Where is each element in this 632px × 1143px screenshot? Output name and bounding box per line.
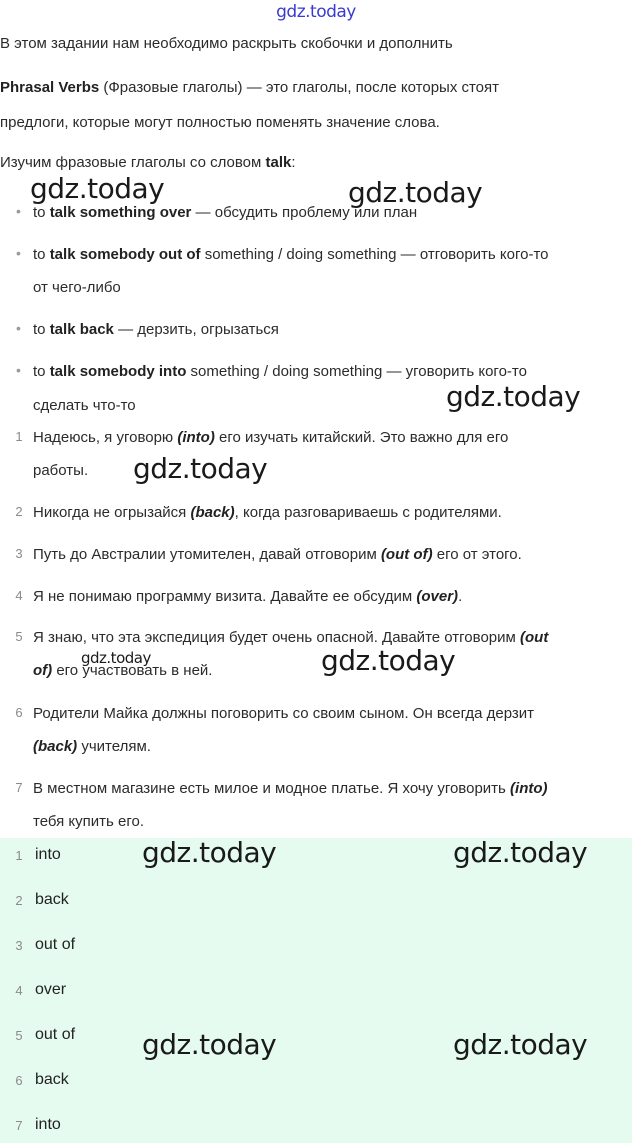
watermark: gdz.today bbox=[81, 649, 151, 667]
sentence-part: его участвовать в ней. bbox=[52, 662, 213, 679]
answer-text: into bbox=[35, 846, 61, 863]
answer-text: back bbox=[35, 891, 69, 908]
bullet-verb: talk back bbox=[49, 321, 114, 338]
sentence-part: Надеюсь, я уговорю bbox=[33, 429, 178, 446]
sentence-number: 2 bbox=[15, 504, 23, 519]
bullet-dot-icon: • bbox=[16, 203, 21, 219]
study-pre: Изучим фразовые глаголы со словом bbox=[0, 154, 266, 171]
sentence-hint: (back) bbox=[33, 738, 78, 755]
answer-number: 5 bbox=[15, 1028, 23, 1043]
sentence-number: 6 bbox=[15, 705, 23, 720]
sentence-number: 7 bbox=[15, 780, 23, 795]
watermark: gdz.today bbox=[446, 380, 581, 413]
sentence-number: 4 bbox=[15, 588, 23, 603]
site-header-watermark: gdz.today bbox=[276, 2, 356, 22]
bullet-item bbox=[0, 245, 632, 301]
bullet-item bbox=[0, 320, 632, 342]
sentence-part: Никогда не огрызайся bbox=[33, 504, 191, 521]
bullet-text-cont: сделать что-то bbox=[33, 397, 136, 414]
sentence-hint: (into) bbox=[177, 429, 215, 446]
bullet-meaning: something / doing something — отговорить кого-то bbox=[200, 246, 549, 263]
intro-text: В этом задании нам необходимо раскрыть скобочки и дополнить bbox=[0, 35, 453, 52]
bullet-meaning: — дерзить, огрызаться bbox=[113, 321, 279, 338]
study-post: : bbox=[291, 154, 296, 171]
sentence-text bbox=[33, 545, 522, 565]
answer-number: 2 bbox=[15, 893, 23, 908]
bullet-meaning: — обсудить проблему или план bbox=[191, 204, 418, 221]
sentence-text bbox=[33, 779, 548, 799]
sentence-part: учителям. bbox=[77, 738, 151, 755]
sentence-part: Путь до Австралии утомителен, давай отговорим bbox=[33, 546, 381, 563]
watermark: gdz.today bbox=[30, 172, 165, 205]
sentence-text-cont: тебя купить его. bbox=[33, 813, 145, 830]
answer-row bbox=[0, 936, 632, 960]
answer-number: 3 bbox=[15, 938, 23, 953]
phrasal-definition-line2: предлоги, которые могут полностью поменять значение слова. bbox=[0, 114, 440, 131]
bullet-meaning: something / doing something — уговорить кого-то bbox=[186, 363, 527, 380]
answer-number: 6 bbox=[15, 1073, 23, 1088]
sentence-part: его от этого. bbox=[432, 546, 522, 563]
bullet-prefix: to bbox=[33, 204, 50, 221]
sentence-item bbox=[0, 428, 632, 484]
watermark: gdz.today bbox=[321, 644, 456, 677]
answer-number: 1 bbox=[15, 848, 23, 863]
watermark: gdz.today bbox=[133, 452, 268, 485]
answer-row bbox=[0, 981, 632, 1005]
sentence-text-cont: работы. bbox=[33, 462, 89, 479]
watermark: gdz.today bbox=[142, 836, 277, 869]
sentence-text-cont bbox=[33, 737, 151, 757]
answer-text: into bbox=[35, 1116, 61, 1133]
answer-row bbox=[0, 1071, 632, 1095]
watermark: gdz.today bbox=[453, 1028, 588, 1061]
sentence-part: . bbox=[458, 588, 463, 605]
study-heading bbox=[0, 153, 296, 173]
answer-text: back bbox=[35, 1071, 69, 1088]
bullet-prefix: to bbox=[33, 321, 50, 338]
bullet-text bbox=[33, 320, 279, 340]
sentence-part: Я не понимаю программу визита. Давайте ее обсудим bbox=[33, 588, 417, 605]
watermark: gdz.today bbox=[142, 1028, 277, 1061]
phrasal-definition-line1 bbox=[0, 78, 499, 98]
sentence-number: 5 bbox=[15, 629, 23, 644]
bullet-item bbox=[0, 203, 632, 225]
sentence-number: 1 bbox=[15, 429, 23, 444]
bullet-prefix: to bbox=[33, 246, 50, 263]
bullet-text bbox=[33, 245, 549, 265]
bullet-prefix: to bbox=[33, 363, 50, 380]
study-word: talk bbox=[265, 154, 292, 171]
sentence-text bbox=[33, 628, 548, 648]
sentence-hint: of) bbox=[33, 662, 53, 679]
sentence-part: , когда разговариваешь с родителями. bbox=[234, 504, 502, 521]
answer-number: 4 bbox=[15, 983, 23, 998]
sentence-hint: (into) bbox=[510, 780, 548, 797]
bullet-verb: talk something over bbox=[49, 204, 192, 221]
bullet-dot-icon: • bbox=[16, 245, 21, 261]
sentence-hint: (over) bbox=[416, 588, 459, 605]
sentence-item bbox=[0, 503, 632, 525]
sentence-hint: (out of) bbox=[380, 546, 433, 563]
bullet-verb: talk somebody into bbox=[49, 363, 187, 380]
sentence-text bbox=[33, 428, 508, 448]
answer-text: out of bbox=[35, 936, 76, 953]
phrasal-definition-text: (Фразовые глаголы) — это глаголы, после которых стоят bbox=[99, 79, 500, 96]
sentence-part: его изучать китайский. Это важно для его bbox=[214, 429, 509, 446]
sentence-item bbox=[0, 704, 632, 760]
bullet-text-cont: от чего-либо bbox=[33, 279, 121, 296]
sentence-hint: (out bbox=[520, 629, 549, 646]
sentence-text: Родители Майка должны поговорить со своим сыном. Он всегда дерзит bbox=[33, 705, 535, 722]
bullet-verb: talk somebody out of bbox=[49, 246, 201, 263]
sentence-item bbox=[0, 587, 632, 609]
sentence-part: В местном магазине есть милое и модное платье. Я хочу уговорить bbox=[33, 780, 511, 797]
bullet-dot-icon: • bbox=[16, 320, 21, 336]
watermark: gdz.today bbox=[453, 836, 588, 869]
sentence-text bbox=[33, 503, 502, 523]
answer-number: 7 bbox=[15, 1118, 23, 1133]
answer-row bbox=[0, 891, 632, 915]
answer-row bbox=[0, 1116, 632, 1140]
sentence-item bbox=[0, 779, 632, 835]
watermark: gdz.today bbox=[348, 176, 483, 209]
sentence-text bbox=[33, 587, 462, 607]
sentence-hint: (back) bbox=[190, 504, 235, 521]
sentence-item bbox=[0, 545, 632, 567]
bullet-dot-icon: • bbox=[16, 362, 21, 378]
bullet-text bbox=[33, 362, 527, 382]
phrasal-term: Phrasal Verbs bbox=[0, 79, 100, 96]
sentence-number: 3 bbox=[15, 546, 23, 561]
sentence-part: Я знаю, что эта экспедиция будет очень опасной. Давайте отговорим bbox=[33, 629, 520, 646]
answer-text: over bbox=[35, 981, 67, 998]
answers-panel bbox=[0, 838, 632, 1143]
answer-text: out of bbox=[35, 1026, 76, 1043]
